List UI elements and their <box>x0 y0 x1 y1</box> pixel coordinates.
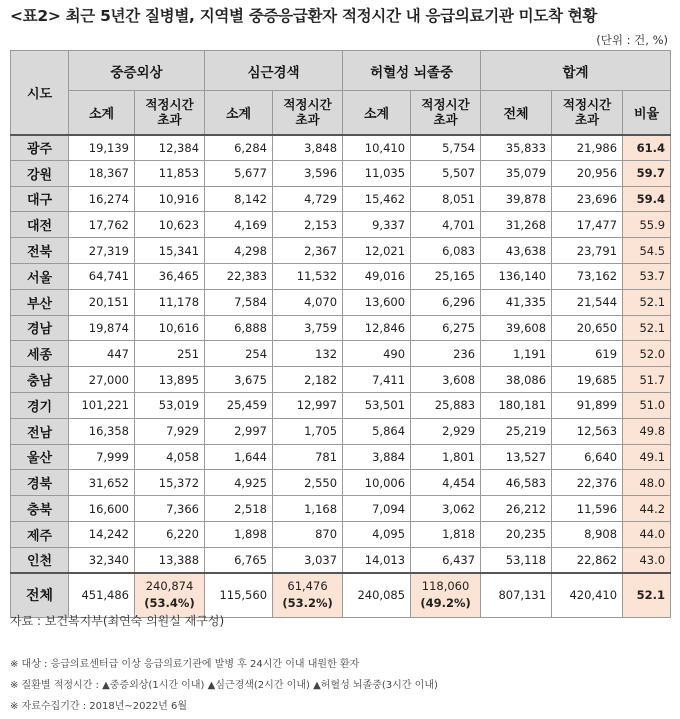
cell-exceed: 12,563 <box>552 418 623 444</box>
cell-t2: 10,616 <box>135 315 205 341</box>
cell-t1: 14,242 <box>69 521 135 547</box>
cell-exceed: 19,685 <box>552 367 623 393</box>
table-row <box>11 444 671 470</box>
header-cardiac: 심근경색 <box>205 51 343 91</box>
total-region: 전체 <box>11 573 69 617</box>
cell-t2: 15,372 <box>135 470 205 496</box>
cell-exceed: 8,908 <box>552 521 623 547</box>
cell-c2: 2,153 <box>273 212 343 238</box>
cell-all: 1,191 <box>481 341 552 367</box>
cell-all: 20,235 <box>481 521 552 547</box>
cell-t1: 20,151 <box>69 289 135 315</box>
cell-exceed: 23,696 <box>552 186 623 212</box>
cell-c1: 2,518 <box>205 496 273 522</box>
cell-s1: 4,095 <box>343 521 411 547</box>
cell-t2: 15,341 <box>135 238 205 264</box>
cell-exceed: 21,986 <box>552 135 623 161</box>
cell-c1: 8,142 <box>205 186 273 212</box>
cell-c1: 2,997 <box>205 418 273 444</box>
cell-c1: 22,383 <box>205 263 273 289</box>
cell-t1: 19,139 <box>69 135 135 161</box>
cell-t1: 16,274 <box>69 186 135 212</box>
header-region: 시도 <box>11 51 69 135</box>
source-note: 자료 : 보건복지부(최연숙 의원실 재구성) <box>10 614 225 628</box>
cell-s1: 12,846 <box>343 315 411 341</box>
cell-t2: 36,465 <box>135 263 205 289</box>
row-region: 대구 <box>11 186 69 212</box>
table-row <box>11 547 671 573</box>
cell-exceed: 73,162 <box>552 263 623 289</box>
total-row <box>11 573 671 617</box>
cell-exceed: 22,376 <box>552 470 623 496</box>
table-row <box>11 135 671 161</box>
cell-c1: 1,644 <box>205 444 273 470</box>
cell-s2: 1,818 <box>411 521 481 547</box>
header-trauma-exceed: 적정시간 초과 <box>135 91 205 135</box>
footnote: ※ 자료수집기간 : 2018년~2022년 6월 <box>10 701 188 712</box>
cell-c2: 781 <box>273 444 343 470</box>
cell-ratio: 61.4 <box>623 135 671 161</box>
header-stroke-subtotal: 소계 <box>343 91 411 135</box>
table-row <box>11 367 671 393</box>
row-region: 대전 <box>11 212 69 238</box>
cell-t2: 10,623 <box>135 212 205 238</box>
cell-exceed: 11,596 <box>552 496 623 522</box>
cell-c2: 2,550 <box>273 470 343 496</box>
row-region: 전남 <box>11 418 69 444</box>
cell-c1: 6,284 <box>205 135 273 161</box>
cell-all: 180,181 <box>481 392 552 418</box>
cell-all: 43,638 <box>481 238 552 264</box>
cell-c2: 132 <box>273 341 343 367</box>
cell-s2: 25,883 <box>411 392 481 418</box>
total-stroke-subtotal: 240,085 <box>343 573 411 617</box>
row-region: 서울 <box>11 263 69 289</box>
row-region: 세종 <box>11 341 69 367</box>
cell-t2: 12,384 <box>135 135 205 161</box>
total-trauma-subtotal: 451,486 <box>69 573 135 617</box>
cell-c2: 870 <box>273 521 343 547</box>
cell-t1: 18,367 <box>69 160 135 186</box>
total-trauma-exceed: 240,874 (53.4%) <box>135 573 205 617</box>
cell-s1: 9,337 <box>343 212 411 238</box>
cell-t1: 16,600 <box>69 496 135 522</box>
table-row <box>11 521 671 547</box>
cell-all: 39,878 <box>481 186 552 212</box>
cell-s2: 25,165 <box>411 263 481 289</box>
row-region: 강원 <box>11 160 69 186</box>
cell-t2: 13,388 <box>135 547 205 573</box>
cell-all: 39,608 <box>481 315 552 341</box>
cell-s1: 53,501 <box>343 392 411 418</box>
table-row <box>11 341 671 367</box>
table-row <box>11 315 671 341</box>
cell-s1: 10,410 <box>343 135 411 161</box>
row-region: 광주 <box>11 135 69 161</box>
cell-c2: 3,848 <box>273 135 343 161</box>
cell-c2: 12,997 <box>273 392 343 418</box>
cell-c1: 4,169 <box>205 212 273 238</box>
cell-c2: 3,037 <box>273 547 343 573</box>
cell-t2: 7,366 <box>135 496 205 522</box>
header-trauma: 중증외상 <box>69 51 205 91</box>
cell-s1: 3,884 <box>343 444 411 470</box>
cell-s2: 8,051 <box>411 186 481 212</box>
cell-ratio: 43.0 <box>623 547 671 573</box>
cell-exceed: 20,650 <box>552 315 623 341</box>
cell-t2: 11,178 <box>135 289 205 315</box>
cell-all: 136,140 <box>481 263 552 289</box>
row-region: 울산 <box>11 444 69 470</box>
cell-exceed: 6,640 <box>552 444 623 470</box>
footnote: ※ 질환별 적정시간 : ▲중증외상(1시간 이내) ▲심근경색(2시간 이내) ▲허혈성 뇌졸중(3시간 이내) <box>10 680 438 691</box>
cell-c1: 6,765 <box>205 547 273 573</box>
row-region: 경기 <box>11 392 69 418</box>
cell-all: 26,212 <box>481 496 552 522</box>
cell-s2: 6,437 <box>411 547 481 573</box>
unit-label: (단위 : 건, %) <box>596 33 668 47</box>
cell-ratio: 48.0 <box>623 470 671 496</box>
header-stroke-exceed: 적정시간 초과 <box>411 91 481 135</box>
cell-c2: 2,367 <box>273 238 343 264</box>
cell-c2: 3,759 <box>273 315 343 341</box>
cell-all: 25,219 <box>481 418 552 444</box>
table-row <box>11 212 671 238</box>
cell-ratio: 52.1 <box>623 289 671 315</box>
cell-s1: 13,600 <box>343 289 411 315</box>
table-body <box>11 135 671 574</box>
cell-exceed: 22,862 <box>552 547 623 573</box>
header-ratio: 비율 <box>623 91 671 135</box>
cell-c1: 4,298 <box>205 238 273 264</box>
cell-ratio: 54.5 <box>623 238 671 264</box>
cell-s2: 2,929 <box>411 418 481 444</box>
cell-ratio: 52.0 <box>623 341 671 367</box>
total-stroke-exceed: 118,060 (49.2%) <box>411 573 481 617</box>
cell-s2: 236 <box>411 341 481 367</box>
cell-all: 31,268 <box>481 212 552 238</box>
cell-ratio: 49.1 <box>623 444 671 470</box>
header-total-exceed: 적정시간 초과 <box>552 91 623 135</box>
cell-all: 35,079 <box>481 160 552 186</box>
cell-s1: 10,006 <box>343 470 411 496</box>
total-cardiac-exceed: 61,476 (53.2%) <box>273 573 343 617</box>
cell-t2: 251 <box>135 341 205 367</box>
cell-c1: 4,925 <box>205 470 273 496</box>
cell-exceed: 23,791 <box>552 238 623 264</box>
cell-all: 53,118 <box>481 547 552 573</box>
cell-exceed: 91,899 <box>552 392 623 418</box>
cell-ratio: 59.4 <box>623 186 671 212</box>
cell-t1: 64,741 <box>69 263 135 289</box>
cell-c1: 7,584 <box>205 289 273 315</box>
cell-c2: 3,596 <box>273 160 343 186</box>
cell-t2: 7,929 <box>135 418 205 444</box>
row-region: 충남 <box>11 367 69 393</box>
cell-s2: 6,296 <box>411 289 481 315</box>
cell-t1: 447 <box>69 341 135 367</box>
cell-t2: 53,019 <box>135 392 205 418</box>
table-row <box>11 418 671 444</box>
cell-c2: 1,705 <box>273 418 343 444</box>
cell-ratio: 51.7 <box>623 367 671 393</box>
header-row-groups <box>11 51 671 91</box>
footnotes <box>10 654 438 717</box>
data-table <box>10 50 671 618</box>
row-region: 전북 <box>11 238 69 264</box>
cell-t1: 17,762 <box>69 212 135 238</box>
header-row-sub <box>11 91 671 135</box>
cell-s2: 4,701 <box>411 212 481 238</box>
cell-s1: 14,013 <box>343 547 411 573</box>
cell-c2: 11,532 <box>273 263 343 289</box>
cell-s1: 12,021 <box>343 238 411 264</box>
cell-c1: 6,888 <box>205 315 273 341</box>
cell-t2: 4,058 <box>135 444 205 470</box>
cell-s1: 5,864 <box>343 418 411 444</box>
cell-t1: 31,652 <box>69 470 135 496</box>
table-title: <표2> 최근 5년간 질병별, 지역별 중증응급환자 적정시간 내 응급의료기관 미도착 현황 <box>10 7 598 25</box>
cell-s1: 11,035 <box>343 160 411 186</box>
header-trauma-subtotal: 소계 <box>69 91 135 135</box>
cell-s2: 3,062 <box>411 496 481 522</box>
cell-ratio: 49.8 <box>623 418 671 444</box>
total-ratio: 52.1 <box>623 573 671 617</box>
cell-exceed: 21,544 <box>552 289 623 315</box>
cell-c2: 4,070 <box>273 289 343 315</box>
cell-all: 38,086 <box>481 367 552 393</box>
row-region: 제주 <box>11 521 69 547</box>
cell-c2: 1,168 <box>273 496 343 522</box>
table-row <box>11 186 671 212</box>
cell-t1: 7,999 <box>69 444 135 470</box>
cell-ratio: 52.1 <box>623 315 671 341</box>
cell-s2: 5,754 <box>411 135 481 161</box>
cell-exceed: 619 <box>552 341 623 367</box>
cell-s2: 4,454 <box>411 470 481 496</box>
table-row <box>11 496 671 522</box>
header-total-all: 전체 <box>481 91 552 135</box>
cell-s1: 490 <box>343 341 411 367</box>
row-region: 경남 <box>11 315 69 341</box>
row-region: 경북 <box>11 470 69 496</box>
cell-t1: 32,340 <box>69 547 135 573</box>
cell-t1: 27,000 <box>69 367 135 393</box>
cell-s1: 49,016 <box>343 263 411 289</box>
cell-all: 35,833 <box>481 135 552 161</box>
header-total: 합계 <box>481 51 671 91</box>
cell-c2: 4,729 <box>273 186 343 212</box>
cell-all: 13,527 <box>481 444 552 470</box>
cell-c1: 1,898 <box>205 521 273 547</box>
cell-t2: 13,895 <box>135 367 205 393</box>
cell-ratio: 44.2 <box>623 496 671 522</box>
cell-all: 41,335 <box>481 289 552 315</box>
cell-s2: 6,083 <box>411 238 481 264</box>
table-row <box>11 392 671 418</box>
cell-t1: 16,358 <box>69 418 135 444</box>
cell-s1: 15,462 <box>343 186 411 212</box>
cell-s1: 7,094 <box>343 496 411 522</box>
cell-exceed: 17,477 <box>552 212 623 238</box>
total-cardiac-subtotal: 115,560 <box>205 573 273 617</box>
cell-exceed: 20,956 <box>552 160 623 186</box>
cell-all: 46,583 <box>481 470 552 496</box>
cell-s2: 1,801 <box>411 444 481 470</box>
header-cardiac-subtotal: 소계 <box>205 91 273 135</box>
cell-c1: 254 <box>205 341 273 367</box>
row-region: 부산 <box>11 289 69 315</box>
total-all: 807,131 <box>481 573 552 617</box>
cell-c2: 2,182 <box>273 367 343 393</box>
cell-s1: 7,411 <box>343 367 411 393</box>
total-exceed: 420,410 <box>552 573 623 617</box>
cell-t1: 19,874 <box>69 315 135 341</box>
header-cardiac-exceed: 적정시간 초과 <box>273 91 343 135</box>
cell-s2: 3,608 <box>411 367 481 393</box>
cell-c1: 25,459 <box>205 392 273 418</box>
cell-t2: 11,853 <box>135 160 205 186</box>
footnote: ※ 대상 : 응급의료센터급 이상 응급의료기관에 발병 후 24시간 이내 내원한 환자 <box>10 659 360 670</box>
cell-c1: 3,675 <box>205 367 273 393</box>
cell-t1: 101,221 <box>69 392 135 418</box>
cell-ratio: 51.0 <box>623 392 671 418</box>
table-row <box>11 263 671 289</box>
row-region: 인천 <box>11 547 69 573</box>
cell-s2: 5,507 <box>411 160 481 186</box>
table-row <box>11 160 671 186</box>
table-row <box>11 470 671 496</box>
cell-t2: 10,916 <box>135 186 205 212</box>
header-stroke: 허혈성 뇌졸중 <box>343 51 481 91</box>
table-row <box>11 238 671 264</box>
cell-ratio: 59.7 <box>623 160 671 186</box>
cell-ratio: 55.9 <box>623 212 671 238</box>
cell-c1: 5,677 <box>205 160 273 186</box>
row-region: 충북 <box>11 496 69 522</box>
cell-t2: 6,220 <box>135 521 205 547</box>
table-row <box>11 289 671 315</box>
cell-s2: 6,275 <box>411 315 481 341</box>
cell-t1: 27,319 <box>69 238 135 264</box>
cell-ratio: 44.0 <box>623 521 671 547</box>
cell-ratio: 53.7 <box>623 263 671 289</box>
